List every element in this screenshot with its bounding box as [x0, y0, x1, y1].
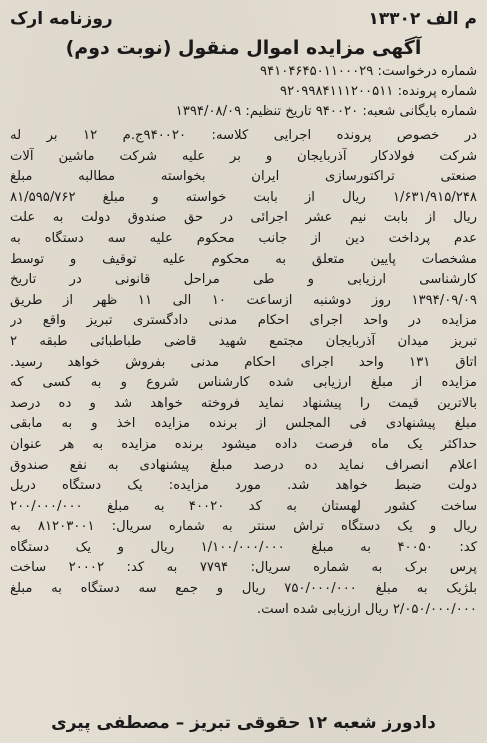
archive-number-date: شماره بایگانی شعبه: ۹۴۰۰۲۰ تاریخ تنظیم: ۱۳۹۴/۰۸/۰۹ [175, 104, 477, 119]
case-number: شماره پرونده: ۹۲۰۹۹۸۴۱۱۱۲۰۰۵۱۱ [280, 84, 477, 99]
body-line: بالاترین قیمت را پیشنهاد نماید فروخته خواهد شد و ده درصد [10, 395, 477, 411]
body-line: مشخصات پایین متعلق به محکوم علیه توقیف و توسط [10, 251, 477, 267]
header-row [10, 4, 477, 34]
ad-meta [10, 62, 477, 122]
ad-body [10, 126, 477, 620]
body-line: ۱۳۹۴/۰۹/۰۹ روز دوشنبه ازساعت ۱۰ الی ۱۱ ظهر از طریق [10, 292, 477, 308]
body-line: مبلغ پیشنهادی فی المجلس از برنده مزایده اخذ و به مابقی [10, 416, 477, 432]
body-line: کارشناسی ارزیابی و طی مراحل قانونی در تاریخ [10, 272, 477, 288]
signature: دادورز شعبه ۱۲ حقوقی تبریز – مصطفی پیری [51, 713, 436, 733]
body-line: در خصوص پرونده اجرایی کلاسه: ۹۴۰۰۲۰ج.م ۱۲ بر له [10, 128, 477, 143]
ad-code: م الف ۱۳۳۰۲ [368, 9, 477, 29]
body-line: کد: ۴۰۰۵۰ به مبلغ ۱/۱۰۰/۰۰۰/۰۰۰ ریال و یک دستگاه [10, 539, 477, 555]
body-line: شرکت فولادکار آذربایجان و بر علیه شرکت ماشین آلات [10, 148, 477, 164]
body-line: بلژیک به مبلغ ۷۵۰/۰۰۰/۰۰۰ ریال و جمع سه دستگاه به مبلغ [10, 581, 477, 597]
body-line: اتاق ۱۳۱ واحد اجرای احکام مدنی بفروش خواهد رسید. [10, 354, 477, 370]
body-line: مزایده از مبلغ ارزیابی شده کارشناس شروع و به کسی که [10, 375, 477, 391]
body-line: ساخت کشور لهستان به کد ۴۰۰۲۰ به مبلغ ۲۰۰/۰۰۰/۰۰۰ [10, 498, 477, 514]
body-line: حداکثر یک ماه فرصت داده میشود برنده مزایده به هر عنوان [10, 436, 477, 452]
ad-title: آگهی مزایده اموال منقول (نوبت دوم) [65, 37, 422, 59]
body-line: مزایده در واحد اجرای احکام مدنی دادگستری تبریز واقع در [10, 313, 477, 329]
body-line: صنعتی تراکتورسازی ایران بخواسته مطالبه مبلغ [10, 169, 477, 185]
body-line: پرس برک به شماره سریال: ۷۷۹۴ به کد: ۲۰۰۰۲ ساخت [10, 560, 477, 576]
body-line: اعلام انصراف نماید ده درصد مبلغ پیشنهادی به نفع صندوق [10, 457, 477, 473]
body-line: ریال و یک دستگاه تراش سنتر به شماره سریال: ۸۱۲۰۳۰۰۱ به [10, 519, 477, 535]
body-line: تبریز میدان آذربایجان مجتمع شهید قاضی طباطبائی طبقه ۲ [10, 333, 477, 349]
newspaper-name: روزنامه ارک [10, 9, 113, 29]
request-number: شماره درخواست: ۹۴۱۰۴۶۴۵۰۱۱۰۰۰۲۹ [259, 64, 477, 79]
body-line: ۲/۰۵۰/۰۰۰/۰۰۰ ریال ارزیابی شده است. [256, 601, 477, 617]
body-line: ریال از بابت نیم عشر اجرائی در حق صندوق دولت به علت [10, 210, 477, 226]
body-line: عدم پرداخت دین از جانب محکوم علیه سه دستگاه به [10, 230, 477, 246]
body-line: ۱/۶۳۱/۹۱۵/۲۴۸ ریال از بابت خواسته و مبلغ ۸۱/۵۹۵/۷۶۲ [10, 189, 477, 205]
body-line: دولت ضبط خواهد شد. مورد مزایده: یک دستگاه دریل [10, 478, 477, 494]
